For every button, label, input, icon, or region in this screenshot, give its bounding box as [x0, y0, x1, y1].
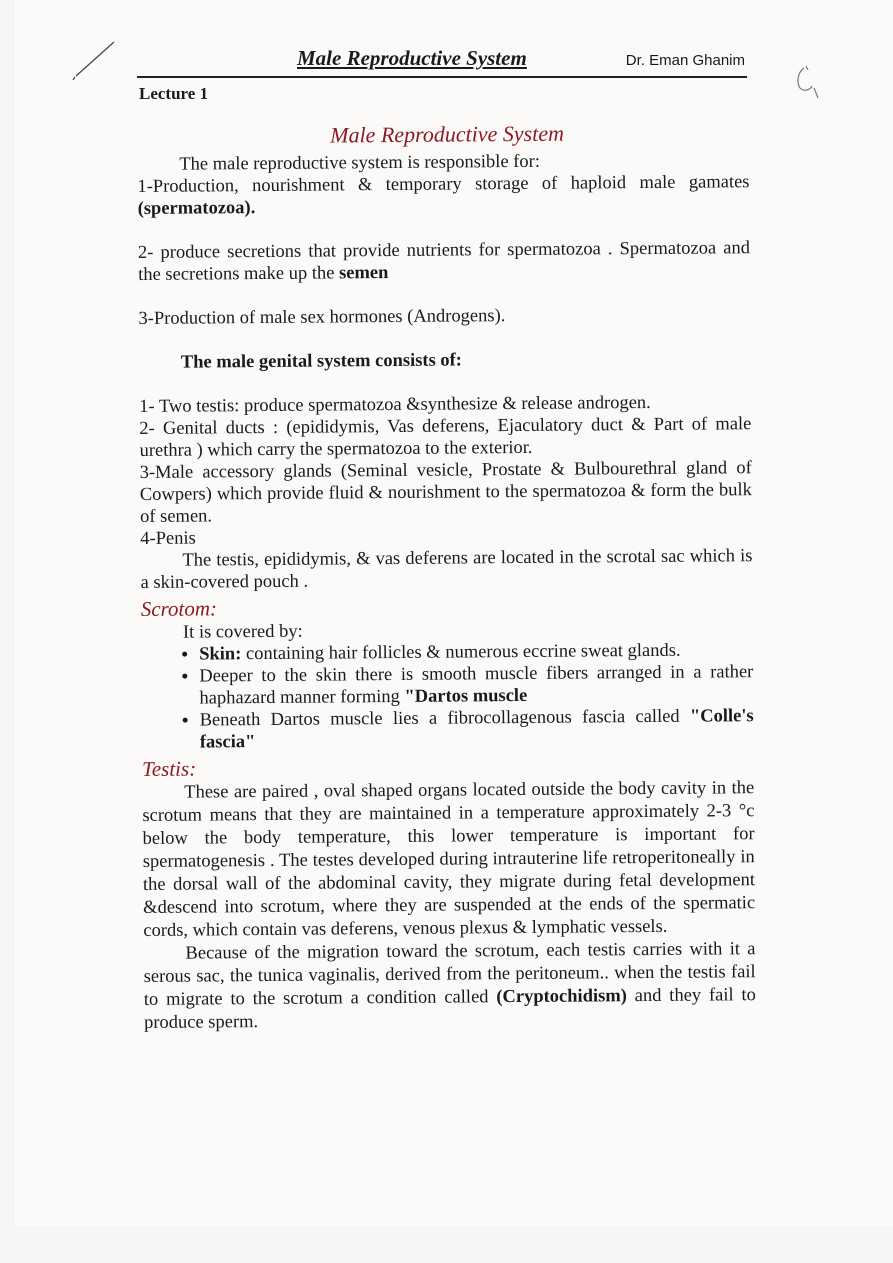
document-body	[137, 121, 756, 1035]
testis-heading: Testis:	[141, 756, 197, 781]
scrotum-heading: Scrotom:	[140, 596, 218, 621]
component-item-3: 3-Male accessory glands (Seminal vesicle, Prostate & Bulbourethral gland of Cowpers) which provide fluid & nourishment to the spermatozoa & form the bulk of semen.	[139, 458, 752, 527]
intro-text: The male reproductive system is responsible for:	[179, 151, 541, 175]
function-bold-term: (spermatozoa).	[137, 198, 256, 219]
testis-paragraph-1: These are paired , oval shaped organs located outside the body cavity in the scrotum means that they are maintained in a temperature approximately 2-3 °c below the body temperature, this lower temperature is important for spermatogenesis . The testes developed during intrauterine life retroperitoneally in the dorsal wall of the abdominal cavity, they migrate during fetal development &descend into scrotum, where they are suspended at the ends of the spermatic cords, which contain vas deferens, venous plexus & lymphatic vessels.	[142, 778, 756, 941]
pen-stroke-mark	[70, 40, 120, 84]
bullet-bold-lead: Skin:	[199, 644, 242, 665]
testis-paragraph-2	[143, 938, 756, 1035]
cryptorchidism-term: (Cryptochidism)	[496, 986, 627, 1008]
function-text: 3-Production of male sex hormones (Androgens).	[138, 306, 506, 329]
function-item-2	[138, 237, 750, 286]
function-item-1	[137, 171, 749, 220]
component-item-2: 2- Genital ducts : (epididymis, Vas deferens, Ejaculatory duct & Part of male urethra ) which carry the spermatozoa to the exterior.	[139, 414, 752, 461]
location-text: The testis, epididymis, & vas deferens are located in the scrotal sac which is a skin-covered pouch .	[140, 546, 753, 593]
function-text: 1-Production, nourishment & temporary storage of haploid male gamates	[137, 172, 750, 197]
list-item	[199, 661, 753, 709]
list-item	[200, 705, 754, 753]
consists-heading: The male genital system consists of:	[180, 350, 463, 373]
bullet-text: Deeper to the skin there is smooth muscle fibers arranged in a rather haphazard manner forming	[199, 662, 754, 709]
bullet-text: containing hair follicles & numerous eccrine sweat glands.	[241, 640, 681, 665]
scrotum-bullet-list	[141, 639, 754, 754]
header-title: Male Reproductive System	[297, 46, 527, 70]
function-text: 2- produce secretions that provide nutrients for spermatozoa . Spermatozoa and the secretions make up the	[137, 238, 751, 285]
function-bold-term: semen	[338, 263, 389, 284]
header-author: Dr. Eman Ghanim	[625, 52, 745, 69]
lecture-label: Lecture 1	[139, 84, 209, 103]
main-title: Male Reproductive System	[330, 120, 565, 148]
component-item-4: 4-Penis	[140, 528, 196, 549]
paragraph-tail: and they fail to produce sperm.	[143, 985, 756, 1033]
component-item-1: 1- Two testis: produce spermatozoa &synthesize & release androgen.	[139, 392, 651, 417]
page-header	[137, 44, 747, 78]
corner-scribble-mark	[792, 62, 822, 102]
bullet-bold-term: "Dartos muscle	[404, 685, 528, 707]
scrotum-intro: It is covered by:	[182, 621, 303, 643]
paragraph-text: Because of the migration toward the scrotum, each testis carries with it a serous sac, the tunica vaginalis, derived from the peritoneum.. when the testis fail to migrate to the scrotum a condition called	[143, 939, 756, 1010]
bullet-text: Beneath Dartos muscle lies a fibrocollagenous fascia called	[199, 706, 691, 731]
bullet-bold-term: "Colle's fascia"	[199, 706, 754, 753]
